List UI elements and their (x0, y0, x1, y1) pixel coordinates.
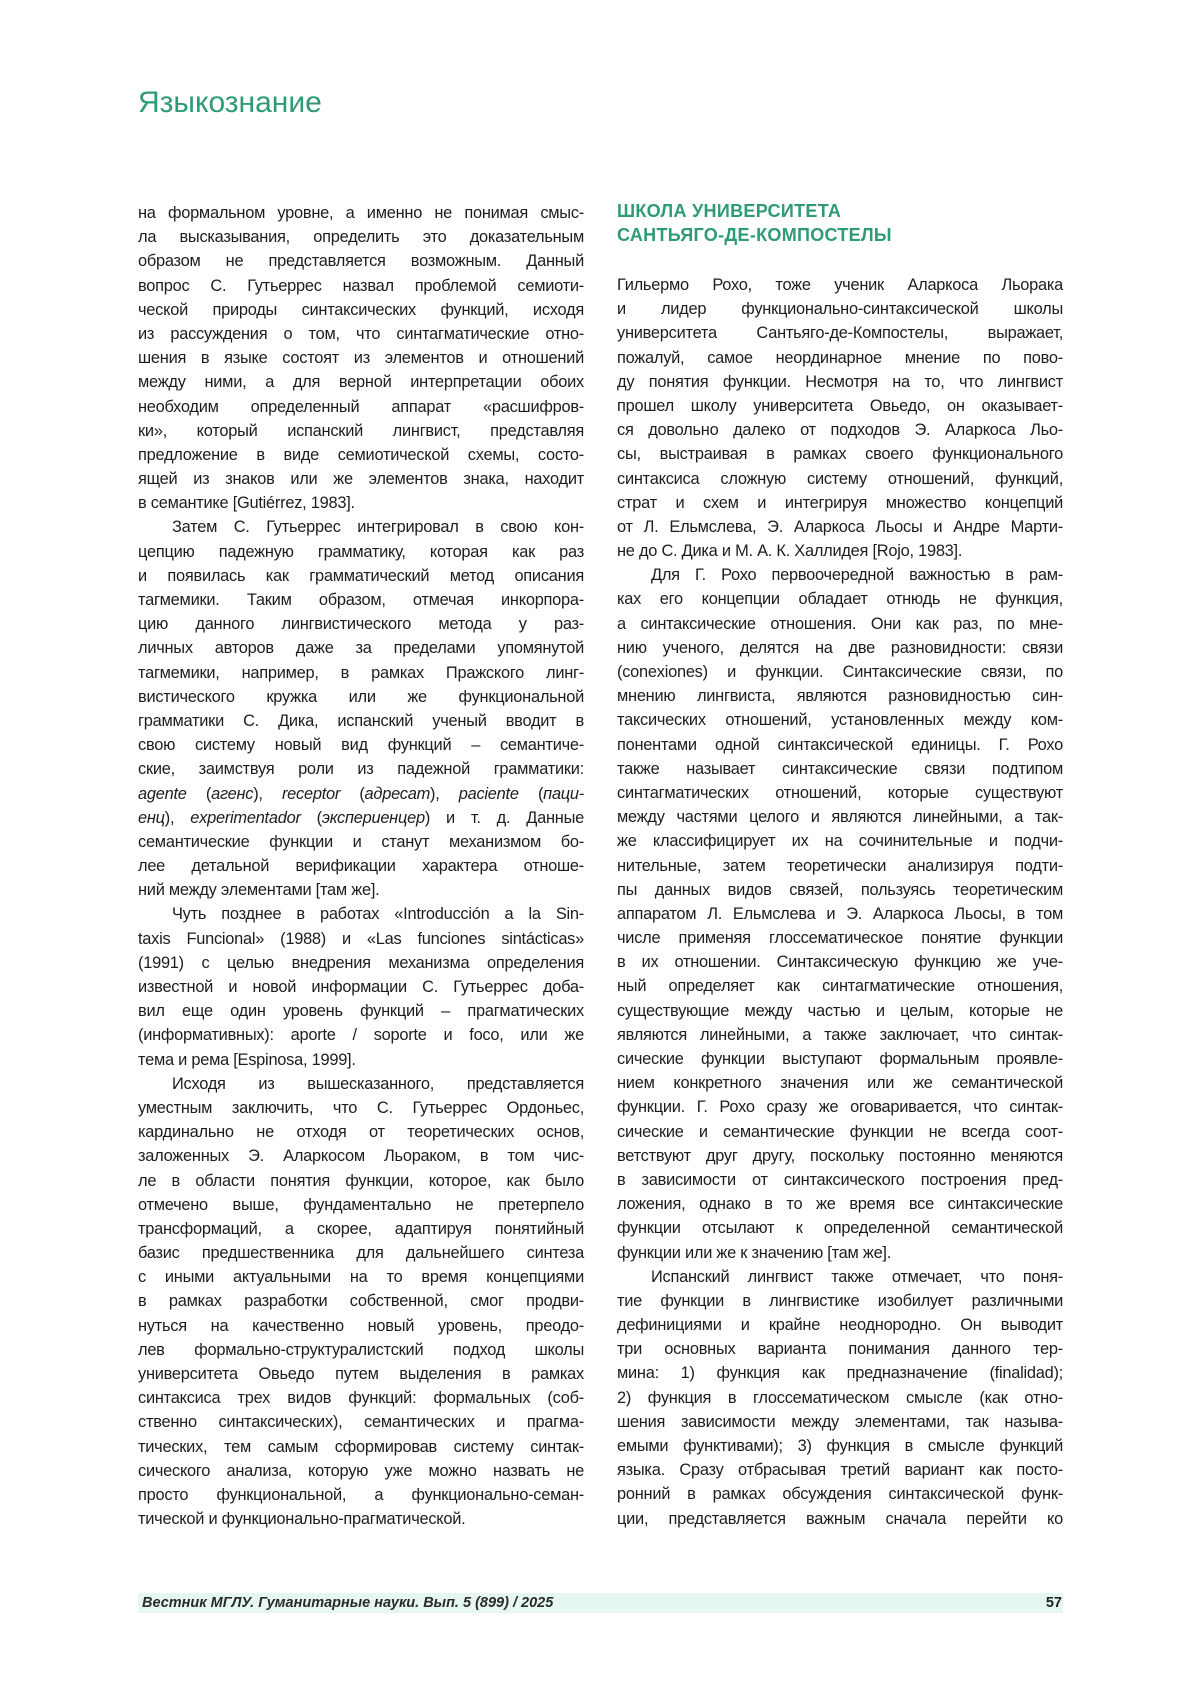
text-line: базис предшественника для дальнейшего синтеза (138, 1241, 584, 1265)
text-line: в их отношении. Синтаксическую функцию же уче- (617, 950, 1063, 974)
text-line: Исходя из вышесказанного, представляется (138, 1072, 584, 1096)
text-segment: ( (340, 785, 364, 803)
text-line: цепцию падежную грамматику, которая как раз (138, 540, 584, 564)
text-line: от Л. Ельмслева, Э. Аларкоса Льосы и Андре Марти- (617, 515, 1063, 539)
right-column (617, 273, 1063, 1531)
text-line: тие функции в лингвистике изобилует различными (617, 1289, 1063, 1313)
text-line: Испанский лингвист также отмечает, что поня- (617, 1265, 1063, 1289)
text-line: мнению лингвиста, являются разновидностью син- (617, 684, 1063, 708)
text-line: из рассуждения о том, что синтагматические отно- (138, 322, 584, 346)
text-line: нительные, затем теоретически анализируя подти- (617, 854, 1063, 878)
text-line: ду понятия функции. Несмотря на то, что лингвист (617, 370, 1063, 394)
text-line: ла высказывания, определить это доказательным (138, 225, 584, 249)
italic-term: паци- (543, 785, 584, 803)
text-line: между частями целого и являются линейными, а так- (617, 805, 1063, 829)
text-segment: ), (165, 809, 191, 827)
text-line: пы данных видов связей, пользуясь теоретическим (617, 878, 1063, 902)
text-line: синтаксиса трех видов функций: формальных (соб- (138, 1386, 584, 1410)
italic-term: receptor (282, 785, 340, 803)
text-line: мина: 1) функция как предназначение (finalidad); (617, 1361, 1063, 1385)
text-line: между ними, а для верной интерпретации обоих (138, 370, 584, 394)
text-line: нию ученого, делятся на две разновидности: связи (617, 636, 1063, 660)
text-line: существующие между частью и целым, которые не (617, 999, 1063, 1023)
text-line: ственно синтаксических), семантических и прагма- (138, 1410, 584, 1434)
text-line: в рамках разработки собственной, смог продви- (138, 1289, 584, 1313)
text-line: ветствуют друг другу, поскольку постоянно меняются (617, 1144, 1063, 1168)
text-line: тагмемики, например, в рамках Пражского линг- (138, 661, 584, 685)
italic-term: agente (138, 785, 187, 803)
text-segment: ), (430, 785, 459, 803)
text-line: а синтаксические отношения. Они как раз, по мне- (617, 612, 1063, 636)
text-line: понентами одной синтаксической единицы. Г. Рохо (617, 733, 1063, 757)
text-line: ронний в рамках обсуждения синтаксической функ- (617, 1482, 1063, 1506)
text-line: Для Г. Рохо первоочередной важностью в рам- (617, 563, 1063, 587)
text-line: прошел школу университета Овьедо, он оказывает- (617, 394, 1063, 418)
text-line: таксических отношений, установленных между ком- (617, 708, 1063, 732)
italic-term: агенс (211, 785, 253, 803)
text-line: Чуть позднее в работах «Introducción a la Sin- (138, 902, 584, 926)
text-line: лев формально-структуралистский подход школы (138, 1338, 584, 1362)
text-line: тема и рема [Espinosa, 1999]. (138, 1048, 584, 1072)
italic-term: енц (138, 809, 165, 827)
text-line: кардинально не отходя от теоретических основ, (138, 1120, 584, 1144)
text-line: шения в языке состоят из элементов и отношений (138, 346, 584, 370)
text-line: университета Овьедо путем выделения в рамках (138, 1362, 584, 1386)
text-segment: ( (301, 809, 322, 827)
text-line: ный определяет как синтагматические отношения, (617, 974, 1063, 998)
text-line: в семантике [Gutiérrez, 1983]. (138, 491, 584, 515)
italic-term: экспериенцер (322, 809, 425, 827)
text-line: просто функциональной, а функционально-семан- (138, 1483, 584, 1507)
text-line: образом не представляется возможным. Данный (138, 249, 584, 273)
page-number: 57 (1046, 1594, 1062, 1613)
text-line: 2) функция в глоссематическом смысле (как отно- (617, 1386, 1063, 1410)
text-line: уместным заключить, что С. Гутьеррес Ордоньес, (138, 1096, 584, 1120)
text-line: вил еще один уровень функций – прагматических (138, 999, 584, 1023)
text-line: сические и семантические функции не всегда соот- (617, 1120, 1063, 1144)
text-segment: ), (253, 785, 282, 803)
text-line: ле в области понятия функции, которое, как было (138, 1169, 584, 1193)
text-line: вопрос С. Гутьеррес назвал проблемой семиоти- (138, 274, 584, 298)
text-line (138, 782, 584, 806)
section-heading-line: САНТЬЯГО-ДЕ-КОМПОСТЕЛЫ (617, 223, 892, 247)
text-line: сические функции выступают формальным проявле- (617, 1047, 1063, 1071)
italic-term: paciente (459, 785, 519, 803)
text-line: личных авторов даже за пределами упомянутой (138, 636, 584, 660)
text-line: семантические функции и станут механизмом бо- (138, 830, 584, 854)
text-line: (1991) с целью внедрения механизма определения (138, 951, 584, 975)
text-line: емыми функтивами); 3) функция в смысле функций (617, 1434, 1063, 1458)
text-line: вистического кружка или же функциональной (138, 685, 584, 709)
text-line: (информативных): aporte / soporte и foco, или же (138, 1023, 584, 1047)
text-line: свою систему новый вид функций – семантиче- (138, 733, 584, 757)
text-line: необходим определенный аппарат «расшифров- (138, 395, 584, 419)
text-line: функции или же к значению [там же]. (617, 1241, 1063, 1265)
text-segment: ( (187, 785, 211, 803)
text-line: ложения, однако в то же время все синтаксические (617, 1192, 1063, 1216)
text-line: ящей из знаков или же элементов знака, находит (138, 467, 584, 491)
text-line: страт и схем и интегрируя множество концепций (617, 491, 1063, 515)
text-line: ции, представляется важным сначала перейти ко (617, 1507, 1063, 1531)
text-line: на формальном уровне, а именно не понимая смыс- (138, 201, 584, 225)
text-line: сы, выстраивая в рамках своего функционального (617, 442, 1063, 466)
section-heading-line: ШКОЛА УНИВЕРСИТЕТА (617, 199, 892, 223)
text-line: сического анализа, которую уже можно назвать не (138, 1459, 584, 1483)
text-line: грамматики С. Дика, испанский ученый вводит в (138, 709, 584, 733)
text-line: ские, заимствуя роли из падежной грамматики: (138, 757, 584, 781)
section-heading (617, 199, 892, 247)
italic-term: experimentador (190, 809, 300, 827)
italic-term: адресат (365, 785, 430, 803)
text-line: дефинициями и крайне неоднородно. Он выводит (617, 1313, 1063, 1337)
text-line: тической и функционально-прагматической. (138, 1507, 584, 1531)
text-line: функции отсылают к определенной семантической (617, 1216, 1063, 1240)
text-line: три основных варианта понимания данного тер- (617, 1337, 1063, 1361)
text-line: ках его концепции обладает отнюдь не функция, (617, 587, 1063, 611)
text-line: также называет синтаксические связи подтипом (617, 757, 1063, 781)
text-line: синтагматических отношений, которые существуют (617, 781, 1063, 805)
section-title: Языкознание (138, 86, 322, 120)
text-line: и появилась как грамматический метод описания (138, 564, 584, 588)
text-line: нием конкретного значения или же семантической (617, 1071, 1063, 1095)
text-line: Гильермо Рохо, тоже ученик Аларкоса Льорака (617, 273, 1063, 297)
text-line: не до С. Дика и М. А. К. Халлидея [Rojo, 1983]. (617, 539, 1063, 563)
text-segment: ) и т. д. Данные (425, 809, 584, 827)
text-line: функции. Г. Рохо сразу же оговаривается, что синтак- (617, 1095, 1063, 1119)
text-line: тагмемики. Таким образом, отмечая инкорпора- (138, 588, 584, 612)
text-line: известной и новой информации С. Гутьеррес доба- (138, 975, 584, 999)
text-line: являются линейными, а также заключает, что синтак- (617, 1023, 1063, 1047)
text-line: аппаратом Л. Ельмслева и Э. Аларкоса Льосы, в том (617, 902, 1063, 926)
text-line: синтаксиса сложную систему отношений, функций, (617, 467, 1063, 491)
text-line: числе применяя глоссематическое понятие функции (617, 926, 1063, 950)
text-line: ся довольно далеко от подходов Э. Аларкоса Льо- (617, 418, 1063, 442)
left-column (138, 201, 584, 1531)
text-line: заложенных Э. Аларкосом Льораком, в том чис- (138, 1144, 584, 1168)
text-line: с иными актуальными на то время концепциями (138, 1265, 584, 1289)
text-line: (conexiones) и функции. Синтаксические связи, по (617, 660, 1063, 684)
text-line: ческой природы синтаксических функций, исходя (138, 298, 584, 322)
text-line: предложение в виде семиотической схемы, состо- (138, 443, 584, 467)
text-line: языка. Сразу отбрасывая третий вариант как посто- (617, 1458, 1063, 1482)
text-line: нуться на качественно новый уровень, преодо- (138, 1314, 584, 1338)
text-line: taxis Funcional» (1988) и «Las funciones sintácticas» (138, 927, 584, 951)
text-line: трансформаций, а скорее, адаптируя понятийный (138, 1217, 584, 1241)
text-line: же классифицирует их на сочинительные и подчи- (617, 829, 1063, 853)
text-line (138, 806, 584, 830)
text-line: Затем С. Гутьеррес интегрировал в свою кон- (138, 515, 584, 539)
text-segment: ( (519, 785, 543, 803)
text-line: цию данного лингвистического метода у раз- (138, 612, 584, 636)
text-line: тических, тем самым сформировав систему синтак- (138, 1435, 584, 1459)
text-line: университета Сантьяго-де-Компостелы, выражает, (617, 321, 1063, 345)
text-line: в зависимости от синтаксического построения пред- (617, 1168, 1063, 1192)
text-line: пожалуй, самое неординарное мнение по пово- (617, 346, 1063, 370)
text-line: шения зависимости между элементами, так называ- (617, 1410, 1063, 1434)
text-line: отмечено выше, фундаментально не претерпело (138, 1193, 584, 1217)
text-line: ний между элементами [там же]. (138, 878, 584, 902)
text-line: лее детальной верификации характера отноше- (138, 854, 584, 878)
text-line: и лидер функционально-синтаксической школы (617, 297, 1063, 321)
text-line: ки», который испанский лингвист, представляя (138, 419, 584, 443)
footer-journal-title: Вестник МГЛУ. Гуманитарные науки. Вып. 5 (899) / 2025 (142, 1594, 553, 1613)
